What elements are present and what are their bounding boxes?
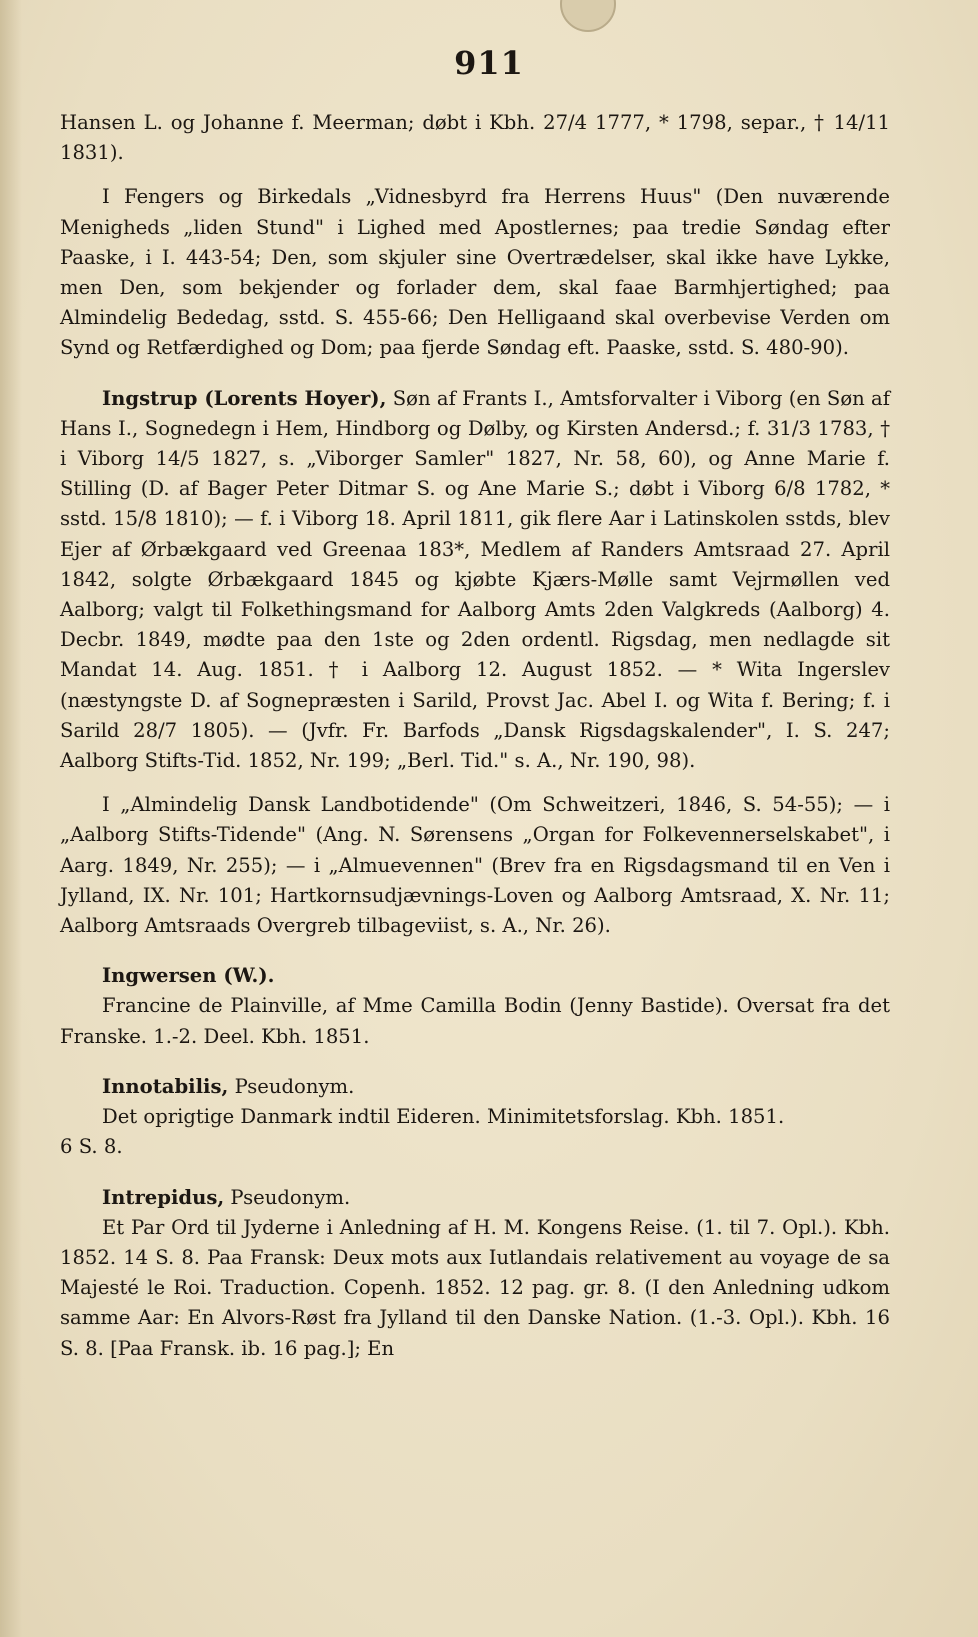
entry-heading: Intrepidus,: [102, 1185, 225, 1209]
text-block-8: Det oprigtige Danmark indtil Eideren. Minimitetsforslag. Kbh. 1851.: [102, 1105, 785, 1129]
text-block-1: Hansen L. og Johanne f. Meerman; døbt i Kbh. 27/4 1777, * 1798, separ., † 14/11 1831).: [60, 111, 890, 165]
entry-ingwersen: [60, 961, 890, 991]
text-block-4: I „Almindelig Dansk Landbotidende" (Om Schweitzeri, 1846, S. 54-55); — i „Aalborg Stifts-Tidende" (Ang. N. Sørensens „Organ for Folkevennerselskabet", i Aarg. 1849, Nr. 255); — i „Almuevennen" (Brev fra en Rigsdagsmand til en Ven i Jylland, IX. Nr. 101; Hartkornsudjævnings-Loven og Aalborg Amtsraad, X. Nr. 11; Aalborg Amtsraads Overgreb tilbageviist, s. A., Nr. 26).: [60, 793, 890, 938]
entry-heading: Innotabilis,: [102, 1074, 229, 1098]
text-block-11: Et Par Ord til Jyderne i Anledning af H. M. Kongens Reise. (1. til 7. Opl.). Kbh. 1852. 14 S. 8. Paa Fransk: Deux mots aux Iutlandais relativement au voyage de sa Majesté le Roi. Traduction. Copenh. 1852. 12 pag. gr. 8. (I den Anledning udkom samme Aar: En Alvors-Røst fra Jylland til den Danske Nation. (1.-3. Opl.). Kbh. 16 S. 8. [Paa Fransk. ib. 16 pag.]; En: [60, 1215, 890, 1360]
page-tab-notch: [560, 0, 616, 32]
text-block-6: Francine de Plainville, af Mme Camilla Bodin (Jenny Bastide). Oversat fra det Franske. 1.-2. Deel. Kbh. 1851.: [60, 994, 890, 1048]
entry-intrepidus: [60, 1183, 890, 1213]
entry-innotabilis: [60, 1072, 890, 1102]
page-binding-shadow: [0, 0, 22, 1637]
page-text: [60, 108, 890, 1364]
entry-body: Pseudonym.: [224, 1185, 351, 1209]
page-number: 911: [454, 44, 524, 82]
entry-body: Pseudonym.: [228, 1074, 355, 1098]
entry-body: Søn af Frants I., Amtsforvalter i Viborg (en Søn af Hans I., Sognedegn i Hem, Hindborg og Dølby, og Kirsten Andersd.; f. 31/3 1783, † i Viborg 14/5 1827, s. „Viborger Samler" 1827, Nr. 58, 60), og Anne Marie f. Stilling (D. af Bager Peter Ditmar S. og Ane Marie S.; døbt i Viborg 6/8 1782, * sstd. 15/8 1810); — f. i Viborg 18. April 1811, gik flere Aar i Latinskolen sstds, blev Ejer af Ørbækgaard ved Greenaa 183*, Medlem af Randers Amtsraad 27. April 1842, solgte Ørbækgaard 1845 og kjøbte Kjærs-Mølle samt Vejrmøllen ved Aalborg; valgt til Folkethingsmand for Aalborg Amts 2den Valgkreds (Aalborg) 4. Decbr. 1849, mødte paa den 1ste og 2den ordentl. Rigsdag, men nedlagde sit Mandat 14. Aug. 1851. † i Aalborg 12. August 1852. — * Wita Ingerslev (næstyngste D. af Sognepræsten i Sarild, Provst Jac. Abel I. og Wita f. Bering; f. i Sarild 28/7 1805). — (Jvfr. Fr. Barfods „Dansk Rigsdagskalender", I. S. 247; Aalborg Stifts-Tid. 1852, Nr. 199; „Berl. Tid." s. A., Nr. 190, 98).: [60, 386, 890, 773]
entry-ingstrup: [60, 384, 890, 777]
entry-heading: Ingwersen (W.).: [102, 964, 275, 988]
text-block-9: 6 S. 8.: [60, 1135, 123, 1159]
entry-heading: Ingstrup (Lorents Hoyer),: [102, 386, 387, 410]
text-block-2: I Fengers og Birkedals „Vidnesbyrd fra Herrens Huus" (Den nuværende Menigheds „liden Stund" i Lighed med Apostlernes; paa tredie Søndag efter Paaske, i I. 443-54; Den, som skjuler sine Overtrædelser, skal ikke have Lykke, men Den, som bekjender og forlader dem, skal faae Barmhjertighed; paa Almindelig Bededag, sstd. S. 455-66; Den Helligaand skal overbevise Verden om Synd og Retfærdighed og Dom; paa fjerde Søndag eft. Paaske, sstd. S. 480-90).: [60, 185, 890, 360]
